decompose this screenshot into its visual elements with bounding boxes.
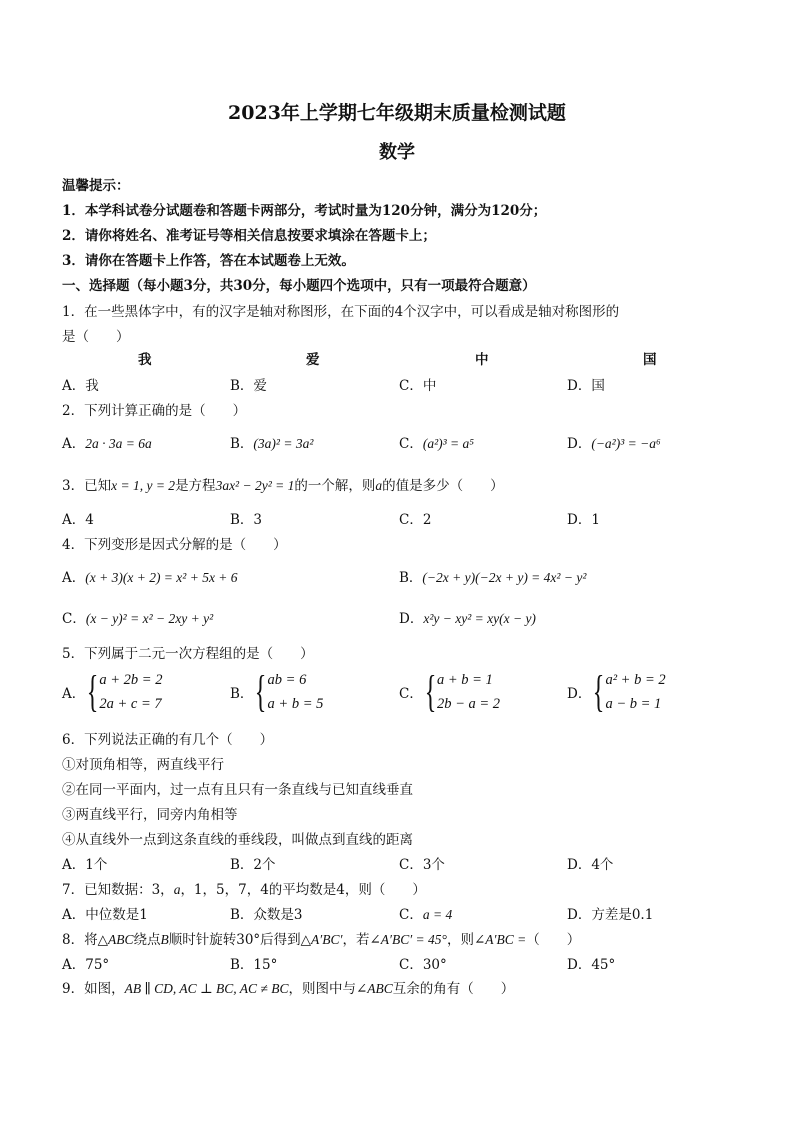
subject-title: 数学 [379,142,415,163]
option-math: (−a²)³ = −a⁶ [591,436,661,451]
option-label: B． [230,686,254,702]
q3-text: 3．已知 [62,478,112,494]
option-label: C． [399,686,423,702]
q8-text: ，若 [342,932,370,948]
option-math: (x + 3)(x + 2) = x² + 5x + 6 [85,570,238,585]
option-label: A． [62,686,86,702]
q8-math: △A′BC′ [300,932,343,947]
brace-icon: { [424,667,437,716]
option-math: x²y − xy² = xy(x − y) [423,611,536,626]
option-label: C． [399,907,423,923]
option-label: A． [62,570,86,586]
q1-char: 国 [643,352,657,368]
q8-math: ∠A′BC′ = 45° [369,932,447,947]
q7-math: a [173,882,181,897]
option: B．2个 [230,857,276,873]
option: B．众数是3 [230,907,303,923]
equation: ab = 6 [267,672,307,688]
q8-text: 8．将 [62,932,98,948]
option: B．爱 [230,378,267,394]
q1-char: 中 [475,352,489,368]
q3-stem [62,474,504,494]
q5-stem: 5．下列属于二元一次方程组的是（ ） [62,646,314,662]
q1-char: 我 [138,352,152,368]
option: C．中 [399,378,437,394]
q3-math: 3ax² − 2y² = 1 [215,478,295,493]
option: D．方差是0.1 [567,907,654,923]
equation: 2b − a = 2 [436,696,501,712]
option-label: A． [62,436,86,452]
brace-icon: { [593,667,605,716]
option-label: C． [399,436,423,452]
exam-title: 2023年上学期七年级期末质量检测试题 [228,102,566,124]
q1-stem: 1．在一些黑体字中，有的汉字是轴对称图形，在下面的4个汉字中，可以看成是轴对称图形的 [62,304,620,320]
q8-text: （ ） [526,932,581,948]
option-label: B． [230,436,254,452]
q4-stem: 4．下列变形是因式分解的是（ ） [62,537,287,553]
tip-item: 1．本学科试卷分试题卷和答题卡两部分，考试时量为120分钟，满分为120分； [62,203,547,219]
option-label: B． [399,570,423,586]
q5-option-a [62,668,162,716]
option-math: 2a · 3a = 6a [85,436,152,451]
tip-item: 3．请你在答题卡上作答，答在本试题卷上无效。 [62,253,355,269]
option-label: D． [567,686,592,702]
brace-icon: { [255,667,267,716]
equation: 2a + c = 7 [99,696,162,712]
q1-char: 爱 [306,352,320,368]
option: D．1 [567,512,600,528]
option-math: (a²)³ = a⁵ [422,436,474,451]
option-label: D． [567,436,592,452]
q6-statement: ③两直线平行，同旁内角相等 [62,807,238,823]
q5-option-d [567,668,666,716]
q9-text: 9．如图， [62,981,125,997]
q2-stem: 2．下列计算正确的是（ ） [62,403,247,419]
equation: a − b = 1 [605,696,662,712]
tip-item: 2．请你将姓名、准考证号等相关信息按要求填涂在答题卡上； [62,228,436,244]
option: C．2 [399,512,432,528]
q8-text: 绕点 [133,932,161,948]
option: C．30° [399,957,447,973]
option-math: a = 4 [422,907,453,922]
tips-heading: 温馨提示： [62,178,130,194]
option-label: D． [399,611,424,627]
section-heading: 一、选择题（每小题3分，共30分，每小题四个选项中，只有一项最符合题意） [62,278,536,294]
option: A．1个 [62,857,108,873]
q6-statement: ①对顶角相等，两直线平行 [62,757,224,773]
q3-text: 的一个解，则 [294,478,376,494]
q7-text: 7．已知数据：3， [62,882,174,898]
q6-statement: ④从直线外一点到这条直线的垂线段，叫做点到直线的距离 [62,832,413,848]
q5-option-c [399,668,500,716]
q8-math: ∠A′BC = [473,932,527,947]
equation: a + 2b = 2 [99,672,163,688]
q9-math: AB ∥ CD, AC ⊥ BC, AC ≠ BC [124,981,289,996]
option: C．3个 [399,857,445,873]
q9-text: ，则图中与 [288,981,356,997]
q9-text: 互余的角有（ ） [392,981,515,997]
q8-math: B [160,932,169,947]
q8-stem [62,928,580,948]
option: B．15° [230,957,278,973]
option: A．75° [62,957,110,973]
option: D．国 [567,378,605,394]
option: A．中位数是1 [62,907,148,923]
q5-options [0,668,794,720]
q7-stem [62,878,426,898]
option: D．4个 [567,857,614,873]
q9-math: ∠ABC [355,981,393,996]
q8-text: ，则 [446,932,474,948]
equation: a² + b = 2 [605,672,666,688]
q3-text: 是方程 [175,478,216,494]
q1-stem-cont: 是（ ） [62,329,130,345]
q3-text: 的值是多少（ ） [382,478,504,494]
option-math: (3a)² = 3a² [253,436,314,451]
option-math: (x − y)² = x² − 2xy + y² [85,611,214,626]
q8-text: 顺时针旋转30°后得到 [168,932,301,948]
q3-math: x = 1, y = 2 [111,478,176,493]
q3-math: a [375,478,383,493]
q6-statement: ②在同一平面内，过一点有且只有一条直线与已知直线垂直 [62,782,413,798]
equation: a + b = 5 [267,696,324,712]
q6-stem: 6．下列说法正确的有几个（ ） [62,732,274,748]
brace-icon: { [87,667,99,716]
option: B．3 [230,512,263,528]
q8-math: △ABC [97,932,134,947]
option: A．4 [62,512,94,528]
q5-option-b [230,668,323,716]
equation: a + b = 1 [436,672,493,688]
option: A．我 [62,378,99,394]
option: D．45° [567,957,616,973]
option-label: C． [62,611,86,627]
q7-text: ，1，5，7，4的平均数是4，则（ ） [180,882,426,898]
option-math: (−2x + y)(−2x + y) = 4x² − y² [422,570,587,585]
q9-stem [62,977,514,997]
